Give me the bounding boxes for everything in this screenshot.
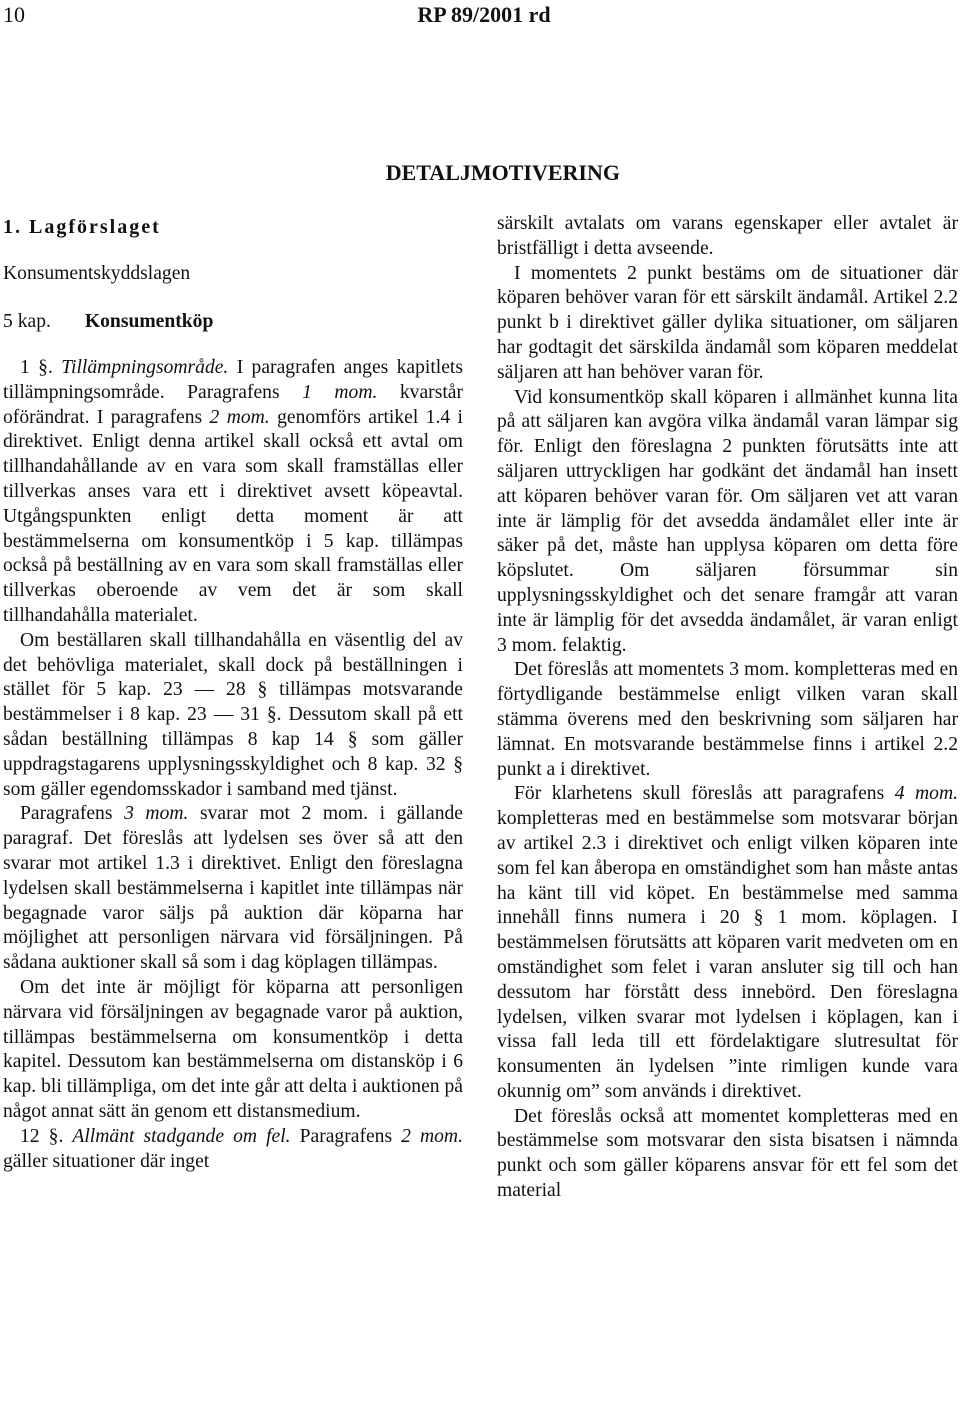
mom-ref: 4 mom. [894,783,958,805]
paragraph-6: I momentets 2 punkt bestäms om de situationer där köparen behöver varan för ett särskilt ändamål. Artikel 2.2 punkt b i direktivet gäller dylika situationer, om säljaren har godtagit det särskilda ändamål som köparen meddelat säljaren att han behöver varan för. [497,262,958,383]
paragraph-text: I paragrafen anges kapitlets tillämpningsområde. Paragrafens [3,357,464,403]
section-sign: §. [48,1125,64,1147]
mom-ref: 1 mom. [302,381,378,403]
mom-ref: 3 mom. [124,803,189,825]
page-number: 10 [3,2,25,27]
paragraph-text: kvarstår oförändrat. I paragrafens [3,381,463,428]
kap-title: Konsumentköp [84,311,214,332]
paragraph-text: kompletteras med en bestämmelse som motsvarar början av artikel 2.3 i direktivet och enligt vilken köparen inte som fel kan åberopa en omständighet som han måste antas ha känt till vid köpet. En bestämmelse med samma innehåll finns numera i 20 § 1 mom. köplagen. I bestämmelsen förutsätts att köparen varit medveten om en omständighet som felet i varan ansluter sig till och han dessutom har förstått dess innebörd. Den föreslagna lydelsen, vilken svarar mot lydelsen i köplagen, kan i vissa fall leda till ett fördelaktigare slutresultat för konsumenten än lydelsen ”inte rimligen kunde vara okunnig om” som används i direktivet. [497,808,958,1102]
section-number: 12 [20,1125,40,1147]
paragraph-continued: särskilt avtalats om varans egenskaper eller avtalet är bristfälligt i detta avseende. [497,213,958,259]
right-column [497,212,958,1204]
paragraph-text: genomförs artikel 1.4 i direktivet. Enligt denna artikel skall också ett avtal om tillhandahållande av en vara som skall framställas eller tillverkas anses vara ett i direktivet avsett köpeavtal. Utgångspunkten enligt detta moment är att bestämmelserna om konsumentköp i 5 kap. tillämpas också på beställning av en vara som skall framställas eller tillverkas oberoende av vem det är som skall tillhandahålla materialet. [3,406,463,626]
paragraph-4: Om det inte är möjligt för köparna att personligen närvara vid försäljningen av begagnade varor på auktion, tillämpas bestämmelserna om konsumentköp i detta kapitel. Dessutom kan bestämmelserna om distansköp i 6 kap. bli tillämpliga, om det inte går att delta i auktionen på något annat sätt än genom ett distansmedium. [3,976,463,1122]
paragraph-2: Om beställaren skall tillhandahålla en väsentlig del av det behövliga materialet, skall dock på beställningen i stället för 5 kap. 23 — 28 § tillämpas motsvarande bestämmelser i 8 kap. 23 — 31 §. Dessutom skall på ett sådan beställning tillämpas 8 kap 14 § som gäller uppdragstagarens upplysningsskyldighet och 8 kap. 32 § som gäller egendomsskador i samband med tjänst. [3,629,463,800]
chapter-kap-heading [3,307,463,337]
paragraph-10: Det föreslås också att momentet kompletteras med en bestämmelse som motsvarar den sista bisatsen i nämnda punkt och som gäller köparens ansvar för ett fel som det material [497,1105,958,1202]
paragraph-3 [3,802,463,976]
mom-ref: 2 mom. [209,406,270,428]
paragraph-text: Paragrafens [20,803,125,825]
section-heading: Tillämpningsområde. [61,357,229,378]
section-sign: §. [38,357,53,378]
paragraph-1 [3,356,463,629]
paragraph-text: svarar mot 2 mom. i gällande paragraf. Det föreslås att lydelsen ses över så att den svarar mot artikel 1.3 i direktivet. Enligt den föreslagna lydelsen skall bestämmelserna i kapitlet inte tillämpas när begagnade varor säljs på auktion där köparna har möjlighet att personligen närvara vid försäljningen. På sådana auktioner skall så som i dag köplagen tillämpas. [3,803,463,974]
paragraph-text: För klarhetens skull föreslås att paragrafens [514,783,895,805]
section-heading: Allmänt stadgande om fel. [72,1125,291,1147]
paragraph-5 [3,1125,463,1175]
running-title: RP 89/2001 rd [417,2,551,27]
chapter-heading: 1. Lagförslaget [3,216,161,238]
paragraph-7: Vid konsumentköp skall köparen i allmänhet kunna lita på att säljaren kan avgöra vilka ändamål varan lämpar sig för. Enligt den föreslagna 2 punkten förutsätts inte att säljaren uttryckligen har godkänt det ändamål han insett att köparen behöver varan för. Om säljaren vet att varan inte är lämplig för det avsedda ändamålet eller inte är säker på det, måste han upplysa köparen om detta före köpslutet. Om säljaren försummar sin upplysningsskyldighet och det senare framgår att varan inte är lämplig för det avsedda ändamålet, är varan enligt 3 mom. felaktig. [497,386,958,656]
section-number: 1 [20,357,30,378]
mom-ref: 2 mom. [401,1125,463,1147]
section-title: DETALJMOTIVERING [385,160,620,185]
left-column [3,212,463,1174]
paragraph-text: Paragrafens [290,1125,402,1147]
law-name: Konsumentskyddslagen [3,263,191,284]
paragraph-8: Det föreslås att momentets 3 mom. kompletteras med en förtydligande bestämmelse enligt vilken varan skall stämma överens med den beskrivning som säljaren har lämnat. En motsvarande bestämmelse finns i artikel 2.2 punkt a i direktivet. [497,659,958,780]
kap-number: 5 kap. [3,311,51,332]
paragraph-9 [497,782,958,1104]
paragraph-text: gäller situationer där inget [3,1150,210,1172]
